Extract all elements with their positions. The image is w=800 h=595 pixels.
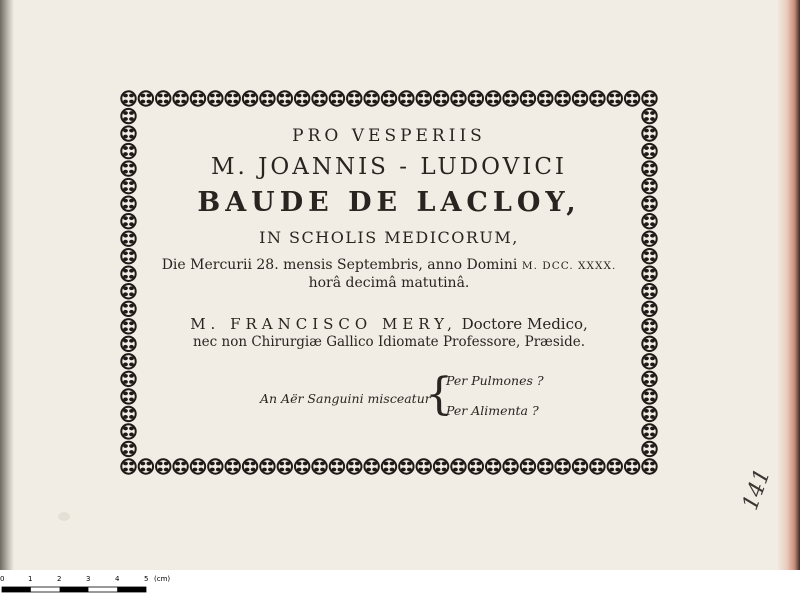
title-line-1: PRO VESPERIIS [292, 126, 486, 146]
president-role: Doctore Medico, [461, 315, 588, 333]
question-main: An Aër Sanguini misceatur [260, 391, 431, 406]
ruler-tick-5: 5 [144, 575, 149, 583]
ruler-tick-1: 1 [28, 575, 33, 583]
thesis-question [260, 369, 550, 423]
president-name: M. FRANCISCO MERY, [190, 315, 457, 333]
paper-speck [58, 512, 70, 521]
ruler-tick-0: 0 [0, 575, 5, 583]
ruler-tick-3: 3 [86, 575, 91, 583]
date-year: M. DCC. XXXX. [521, 260, 617, 272]
hour-line: horâ decimâ matutinâ. [308, 275, 470, 291]
question-option-1: Per Pulmones ? [446, 373, 544, 388]
title-line-2: M. JOANNIS - LUDOVICI [210, 154, 567, 180]
ruler-unit: (cm) [154, 575, 171, 583]
president-line-2: nec non Chirurgiæ Gallico Idiomate Professore, Præside. [192, 334, 586, 350]
title-line-4: IN SCHOLIS MEDICORUM, [259, 228, 519, 247]
page-gutter-shadow [0, 0, 14, 570]
ornamental-frame [120, 90, 658, 475]
ruler-tick-4: 4 [115, 575, 120, 583]
date-text: Die Mercurii 28. mensis Septembris, anno Domini [161, 257, 518, 273]
title-block [120, 90, 658, 475]
page-edge [778, 0, 800, 570]
president-line-1 [120, 315, 658, 333]
ruler-tick-2: 2 [57, 575, 62, 583]
title-line-3: BAUDE DE LACLOY, [197, 187, 581, 218]
date-line [120, 257, 658, 273]
question-option-2: Per Alimenta ? [446, 403, 539, 418]
scale-ruler [0, 574, 190, 595]
folio-number: 141 [738, 465, 776, 514]
brace-icon: { [425, 369, 453, 420]
